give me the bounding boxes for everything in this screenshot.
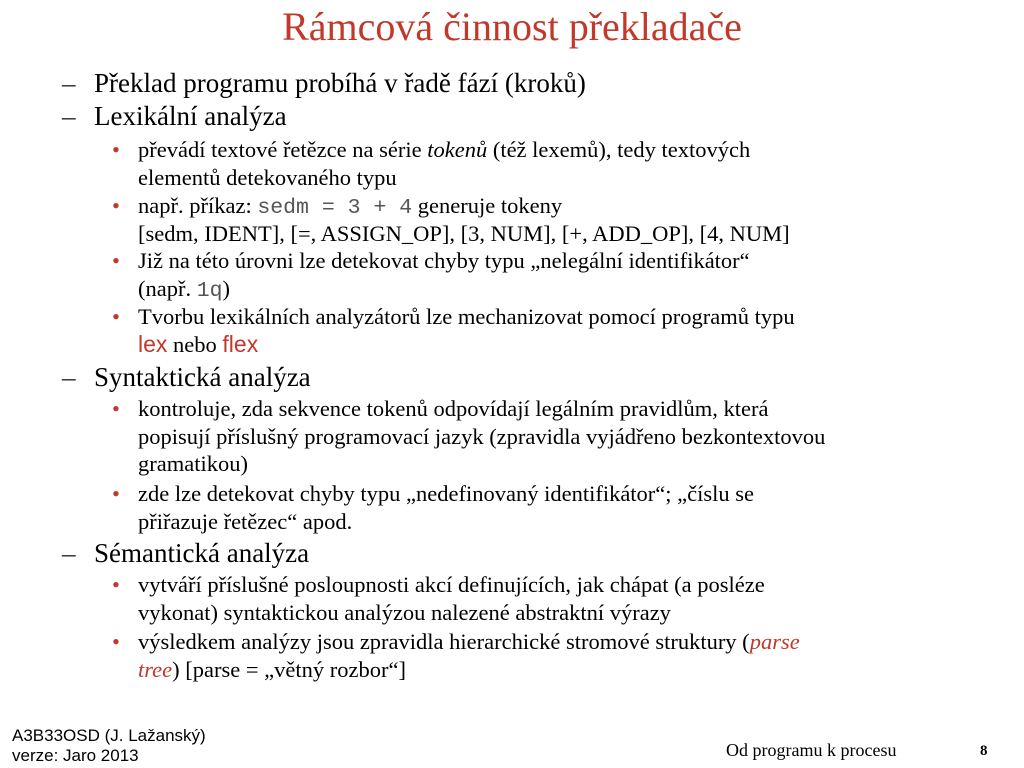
footer-course-info [12, 726, 206, 766]
dash-bullet-icon: – [62, 362, 76, 392]
list-item-line: kontroluje, zda sekvence tokenů odpovídají legálním pravidlům, která [138, 396, 769, 421]
footer-section-title: Od programu k procesu [726, 740, 897, 760]
section-heading-lexical: Lexikální analýza [94, 101, 287, 131]
list-item-line: vytváří příslušné posloupnosti akcí definujících, jak chápat (a posléze [138, 572, 765, 597]
dash-bullet-icon: – [62, 101, 76, 131]
list-item-line: (např. 1q) [138, 275, 231, 303]
list-item-line: tree) [parse = „větný rozbor“] [138, 656, 406, 682]
dash-bullet-icon: – [62, 68, 76, 98]
dot-bullet-icon: • [112, 248, 120, 273]
list-item-line: zde lze detekovat chyby typu „nedefinovaný identifikátor“; „číslu se [138, 481, 755, 506]
list-item-line: přiřazuje řetězec“ apod. [138, 508, 353, 534]
footer-version: verze: Jaro 2013 [12, 746, 139, 765]
list-item-line: převádí textové řetězce na série tokenů (též lexemů), tedy textových [138, 137, 751, 162]
dot-bullet-icon: • [112, 304, 120, 329]
dot-bullet-icon: • [112, 481, 120, 506]
list-item-line: vykonat) syntaktickou analýzou nalezené abstraktní výrazy [138, 599, 671, 625]
list-item-line: elementů detekovaného typu [138, 164, 397, 190]
list-item-line: lex nebo flex [138, 330, 259, 357]
dot-bullet-icon: • [112, 396, 120, 421]
tool-name-lex: lex [138, 330, 168, 357]
term-parse: parse [749, 629, 800, 654]
footer-course: A3B33OSD (J. Lažanský) [12, 726, 206, 745]
list-item-line: Tvorbu lexikálních analyzátorů lze mechanizovat pomocí programů typu [138, 304, 795, 329]
tool-name-flex: flex [222, 330, 259, 357]
dot-bullet-icon: • [112, 629, 120, 654]
term-tree: tree [138, 656, 173, 682]
list-item-line: [sedm, IDENT], [=, ASSIGN_OP], [3, NUM], [+, ADD_OP], [4, NUM] [138, 220, 790, 246]
code-snippet: sedm = 3 + 4 [257, 196, 413, 220]
list-item-line: popisují příslušný programovací jazyk (zpravidla vyjádřeno bezkontextovou [138, 423, 826, 449]
list-item-line: Již na této úrovni lze detekovat chyby typu „nelegální identifikátor“ [138, 248, 750, 273]
list-item-line: např. příkaz: sedm = 3 + 4 generuje tokeny [138, 193, 563, 220]
list-item-line: výsledkem analýzy jsou zpravidla hierarchické stromové struktury (parse [138, 629, 800, 654]
dash-bullet-icon: – [62, 538, 76, 568]
section-heading-semantic: Sémantická analýza [94, 538, 310, 568]
page-number: 8 [980, 743, 988, 759]
list-item-line: gramatikou) [138, 451, 248, 476]
list-item-text: Překlad programu probíhá v řadě fází (kroků) [94, 68, 586, 98]
dot-bullet-icon: • [112, 137, 120, 162]
section-heading-syntactic: Syntaktická analýza [94, 362, 311, 392]
slide-title: Rámcová činnost překladače [282, 4, 742, 49]
dot-bullet-icon: • [112, 193, 120, 218]
code-snippet: 1q [196, 278, 223, 303]
dot-bullet-icon: • [112, 572, 120, 597]
